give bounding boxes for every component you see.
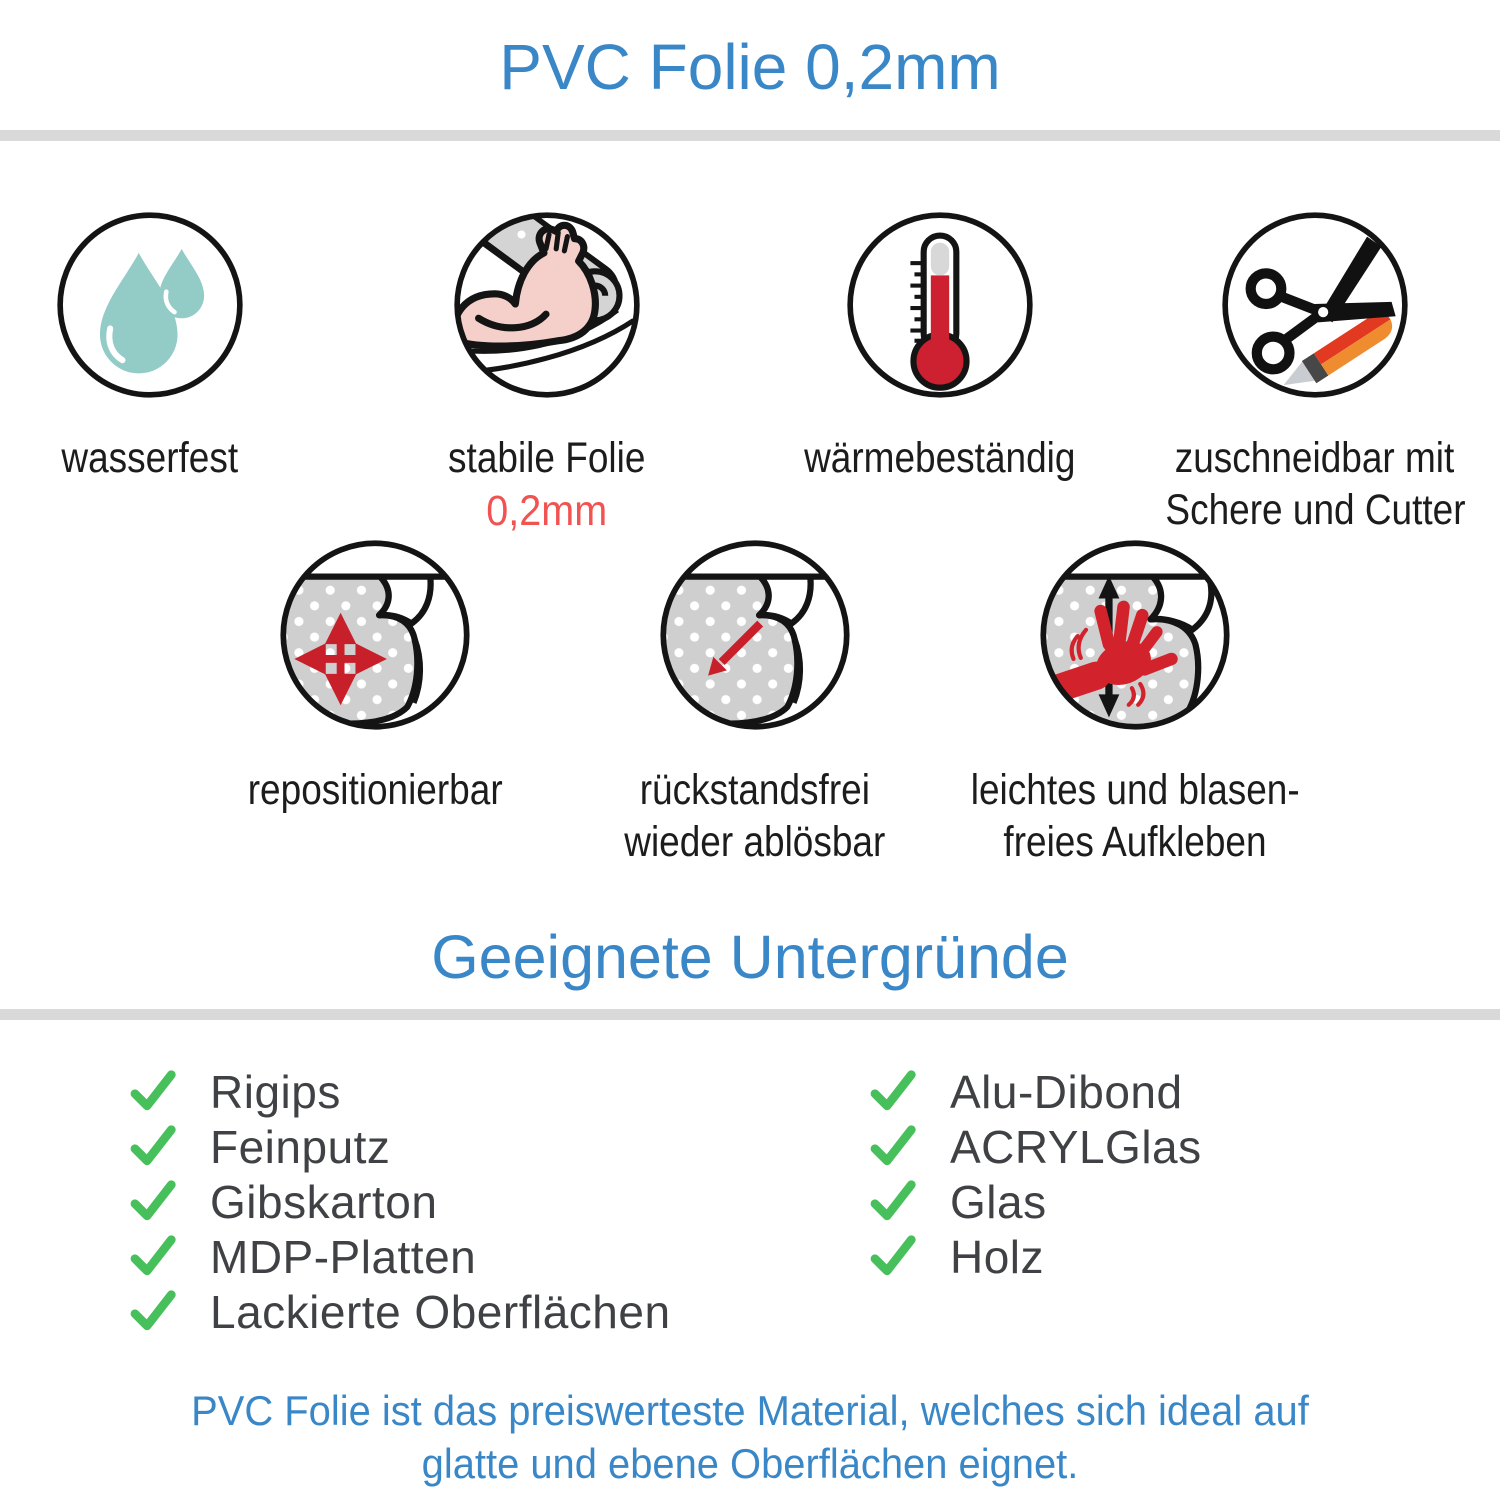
list-item [868,1229,1202,1284]
list-item [128,1119,671,1174]
list-item-label: Holz [950,1230,1045,1283]
feature-label: rückstandsfrei [639,766,871,814]
feature-repositionierbar [155,536,595,816]
check-icon [128,1176,180,1228]
list-item [128,1174,671,1229]
checklist-column-left [128,1064,671,1339]
list-item-label: Gibskarton [210,1175,438,1228]
list-item-label: MDP-Platten [210,1230,477,1283]
list-item [128,1064,671,1119]
divider-bar-surfaces [0,1009,1500,1020]
list-item [868,1174,1202,1229]
feature-label: repositionierbar [247,766,503,814]
feature-rueckstandsfrei [535,536,975,868]
check-icon [868,1231,920,1283]
list-item-label: ACRYLGlas [950,1120,1202,1173]
feature-label: stabile Folie [448,434,646,482]
check-icon [868,1176,920,1228]
list-item-label: Alu-Dibond [950,1065,1183,1118]
list-item [868,1119,1202,1174]
list-item [868,1064,1202,1119]
feature-stabile-folie [347,208,747,536]
check-icon [128,1121,180,1173]
feature-waermebestaendig [740,208,1140,484]
footer-line-2: glatte und ebene Oberflächen eignet. [421,1440,1079,1487]
list-item-label: Lackierte Oberflächen [210,1285,671,1338]
check-icon [868,1121,920,1173]
reposition-foil-icon [276,536,474,734]
scissors-cutter-icon [1218,208,1412,402]
feature-thickness-value: 0,2mm [486,487,608,535]
feature-blasenfrei [915,536,1355,868]
feature-zuschneidbar [1115,208,1500,536]
page-title: PVC Folie 0,2mm [499,31,1001,103]
feature-label: leichtes und blasen- [970,766,1300,814]
feature-label-line2: freies Aufkleben [1003,818,1267,866]
check-icon [128,1286,180,1338]
thermometer-icon [843,208,1037,402]
feature-wasserfest [0,208,350,484]
footer-line-1: PVC Folie ist das preiswerteste Material, welches sich ideal auf [191,1387,1309,1434]
check-icon [868,1066,920,1118]
water-drops-icon [53,208,247,402]
list-item-label: Feinputz [210,1120,391,1173]
feature-label: wasserfest [61,434,239,482]
peel-off-foil-icon [656,536,854,734]
feature-label: zuschneidbar mit [1175,434,1455,482]
check-icon [128,1066,180,1118]
checklist-column-right [868,1064,1202,1284]
hand-smoothing-foil-icon [1036,536,1234,734]
surfaces-heading: Geeignete Untergründe [431,923,1069,991]
feature-label-line2: Schere und Cutter [1164,486,1466,534]
list-item-label: Glas [950,1175,1047,1228]
feature-label: wärmebeständig [804,434,1076,482]
divider-bar-top [0,130,1500,141]
list-item [128,1229,671,1284]
feature-label-line2: wieder ablösbar [624,818,886,866]
check-icon [128,1231,180,1283]
list-item [128,1284,671,1339]
footer-note [38,1384,1463,1490]
muscle-foil-icon [450,208,644,402]
list-item-label: Rigips [210,1065,341,1118]
